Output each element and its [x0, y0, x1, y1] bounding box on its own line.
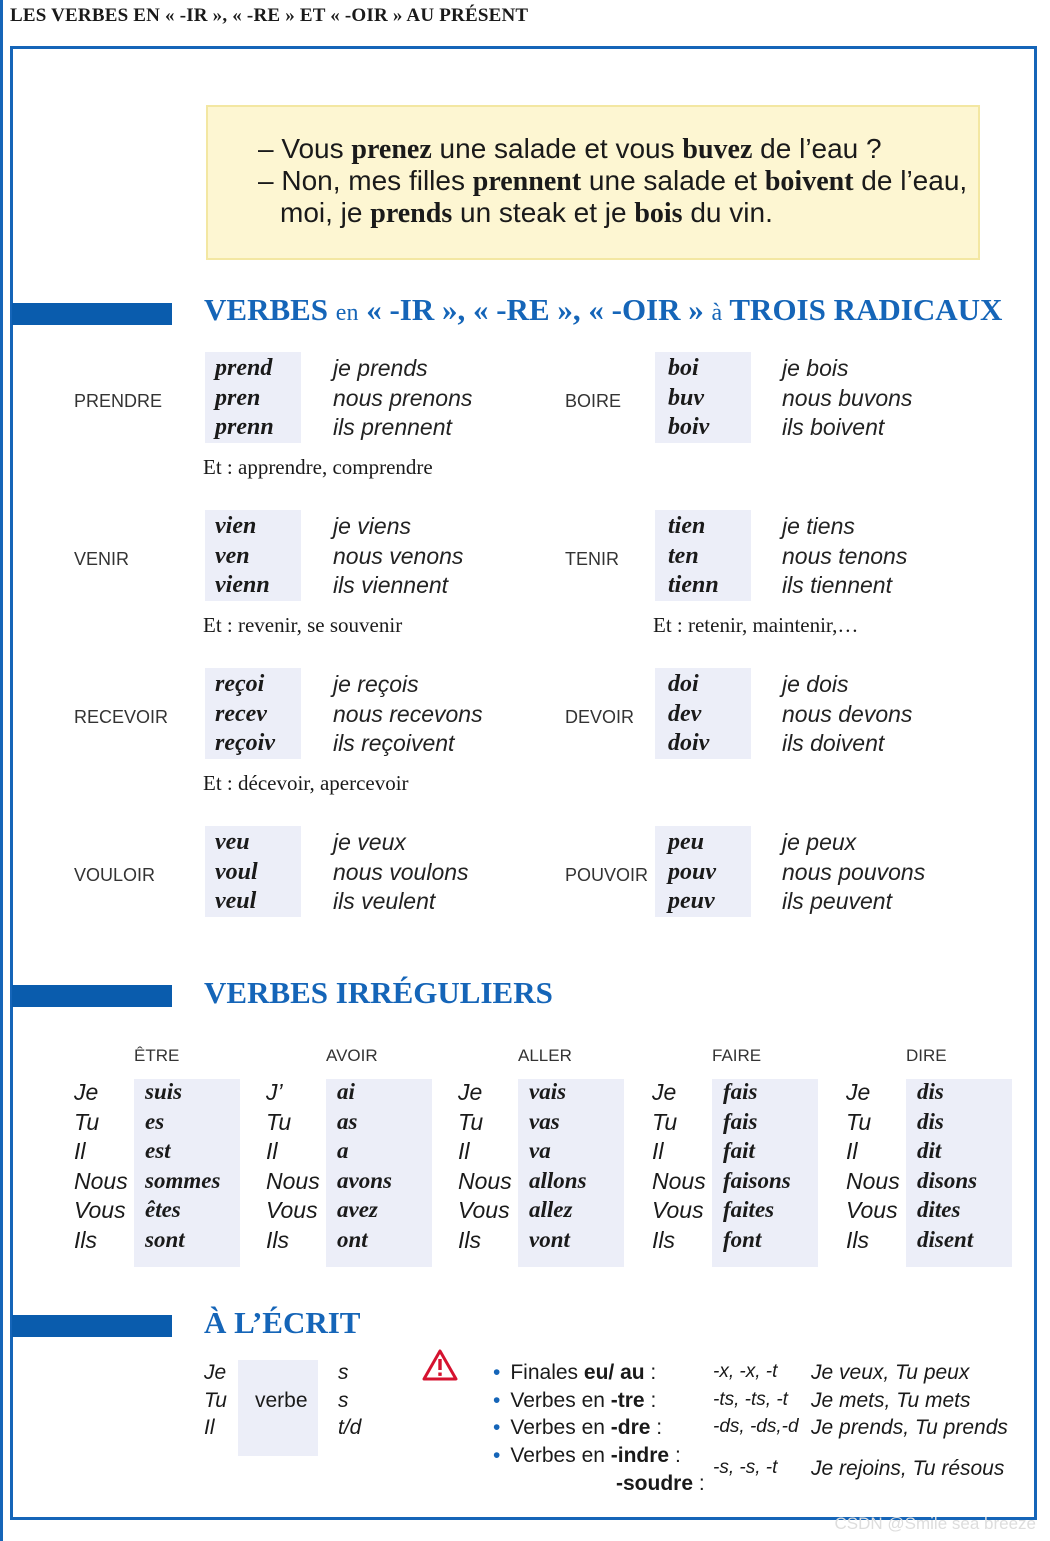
verb-form: je peux — [782, 829, 857, 855]
irregular-form: fais — [723, 1079, 758, 1104]
rule-suffix: : — [650, 1416, 663, 1439]
verb-radical: veu — [215, 829, 250, 855]
watermark: CSDN @Smile sea breeze — [834, 1514, 1036, 1533]
subject-pronoun: Tu — [266, 1108, 292, 1135]
subject-pronoun: Tu — [652, 1108, 678, 1135]
dialogue-verb: buvez — [682, 134, 753, 165]
bullet-icon: • — [493, 1444, 501, 1467]
rule-prefix: Verbes en — [510, 1416, 611, 1439]
subject-pronoun: Je — [846, 1079, 871, 1105]
subject-pronoun: Vous — [846, 1197, 898, 1224]
related-verbs-note: Et : revenir, se souvenir — [203, 613, 403, 637]
verb-radical: pren — [215, 384, 261, 411]
dialogue-verb: prenez — [351, 134, 432, 165]
verb-form: nous tenons — [782, 542, 908, 569]
verb-form: nous venons — [333, 542, 464, 569]
verb-radical: ten — [668, 542, 699, 569]
verb-radical: recev — [215, 700, 267, 727]
dialogue-text: moi, je — [280, 197, 371, 228]
irregular-form: ont — [337, 1227, 368, 1252]
irregular-form: a — [337, 1138, 349, 1164]
dialogue-text: – Non, mes filles — [258, 165, 473, 196]
subject-pronoun: Ils — [266, 1227, 289, 1253]
related-verbs-note: Et : décevoir, apercevoir — [203, 771, 409, 795]
rule-prefix: Finales — [510, 1361, 584, 1384]
verb-form: ils reçoivent — [333, 730, 455, 756]
writing-pronoun: Il — [204, 1416, 215, 1439]
verb-radical: doi — [668, 671, 699, 697]
irregular-form: vont — [529, 1227, 570, 1252]
verb-radical: ven — [215, 542, 250, 569]
subject-pronoun: Il — [652, 1138, 664, 1165]
dialogue-text: une salade et — [581, 165, 765, 196]
irregular-form: est — [145, 1138, 171, 1164]
bullet-icon: • — [493, 1389, 501, 1412]
rule-item — [493, 1444, 681, 1468]
irregular-form: va — [529, 1138, 551, 1164]
subject-pronoun: Il — [458, 1138, 470, 1165]
page-title: LES VERBES EN « -IR », « -RE » ET « -OIR » AU PRÉSENT — [10, 5, 529, 26]
verb-radical: boiv — [668, 414, 710, 440]
verb-radical: vien — [215, 513, 257, 539]
rule-item — [493, 1389, 656, 1413]
dialogue-verb: prends — [370, 198, 453, 229]
verb-form: nous recevons — [333, 700, 483, 727]
section-bar-trois-radicaux — [12, 303, 172, 325]
subject-pronoun: Je — [458, 1079, 483, 1105]
bullet-icon: • — [493, 1361, 501, 1384]
verb-form: nous buvons — [782, 384, 913, 411]
writing-ending: t/d — [338, 1416, 362, 1439]
dialogue-box — [206, 105, 980, 260]
irregular-form: vas — [529, 1108, 560, 1134]
verb-form: je dois — [782, 671, 849, 697]
irregular-form: avons — [337, 1167, 392, 1193]
writing-ending: s — [338, 1361, 349, 1384]
subject-pronoun: Vous — [266, 1197, 318, 1224]
subject-pronoun: Nous — [458, 1167, 512, 1194]
verb-form: ils doivent — [782, 730, 885, 756]
irregular-form: disent — [917, 1227, 974, 1252]
writing-pronoun: Tu — [204, 1389, 227, 1412]
verb-form: je veux — [333, 829, 406, 855]
verb-form: je tiens — [782, 513, 855, 539]
verb-radical: doiv — [668, 730, 710, 756]
verb-form: ils tiennent — [782, 572, 892, 598]
irregular-form: fais — [723, 1108, 758, 1134]
irregular-form: ai — [337, 1079, 355, 1104]
subject-pronoun: Tu — [74, 1108, 100, 1135]
dialogue-verb: bois — [634, 198, 683, 229]
verb-form: nous pouvons — [782, 858, 926, 885]
verb-radical: reçoi — [215, 671, 265, 697]
irregular-form: faites — [723, 1197, 775, 1223]
rule-bold: -soudre — [616, 1472, 694, 1495]
verb-radical: prend — [215, 355, 273, 381]
dialogue-verb: prennent — [472, 166, 582, 197]
rule-suffix: : — [693, 1472, 705, 1495]
verb-radical: tienn — [668, 572, 719, 598]
subject-pronoun: Ils — [74, 1227, 97, 1253]
irregular-form: font — [723, 1227, 762, 1252]
verb-form: nous devons — [782, 700, 913, 727]
subject-pronoun: Je — [74, 1079, 99, 1105]
left-border-rule — [0, 0, 3, 1541]
verb-form: je reçois — [333, 671, 419, 697]
verb-infinitive: POUVOIR — [565, 865, 649, 885]
irregular-verb-name: FAIRE — [712, 1046, 762, 1065]
subject-pronoun: J’ — [266, 1079, 283, 1105]
rule-example: Je mets, Tu mets — [811, 1389, 971, 1412]
irregular-form: es — [145, 1108, 165, 1134]
rule-prefix: Verbes en — [510, 1389, 611, 1412]
subject-pronoun: Il — [846, 1138, 858, 1165]
verb-form: nous prenons — [333, 384, 473, 411]
verb-form: je prends — [333, 355, 428, 381]
irregular-form: avez — [337, 1197, 378, 1223]
verb-radical: reçoiv — [215, 730, 275, 756]
subject-pronoun: Ils — [652, 1227, 675, 1253]
subject-pronoun: Tu — [458, 1108, 484, 1135]
rule-item — [493, 1416, 662, 1440]
subject-pronoun: Nous — [74, 1167, 128, 1194]
dialogue-line-1 — [258, 133, 882, 166]
irregular-verb-name: DIRE — [906, 1046, 947, 1065]
irregular-form: faisons — [723, 1167, 791, 1193]
verb-form: ils viennent — [333, 572, 449, 598]
rule-bold: -dre — [610, 1416, 651, 1439]
rule-endings: -ts, -ts, -t — [713, 1389, 788, 1410]
verb-infinitive: VOULOIR — [74, 865, 156, 885]
section-title-trois-radicaux — [204, 292, 1002, 328]
related-verbs-note: Et : retenir, maintenir,… — [653, 613, 859, 637]
subject-pronoun: Nous — [266, 1167, 320, 1194]
irregular-form: vais — [529, 1079, 567, 1104]
subject-pronoun: Nous — [846, 1167, 900, 1194]
writing-ending: s — [338, 1389, 349, 1412]
verb-stem-label: verbe — [255, 1389, 308, 1412]
dialogue-text: de l’eau, — [853, 165, 968, 196]
bullet-icon: • — [493, 1416, 501, 1439]
rule-prefix: Verbes en — [510, 1444, 611, 1467]
irregular-form: suis — [145, 1079, 183, 1104]
verb-form: ils veulent — [333, 888, 436, 914]
rule-suffix: : — [644, 1361, 657, 1384]
verb-radical: peu — [668, 829, 704, 855]
verb-infinitive: DEVOIR — [565, 707, 635, 727]
subject-pronoun: Vous — [458, 1197, 510, 1224]
dialogue-line-3 — [280, 197, 773, 230]
section-title-ecrit: À L’ÉCRIT — [204, 1305, 361, 1340]
subject-pronoun: Ils — [846, 1227, 869, 1253]
warning-triangle-icon — [422, 1348, 458, 1382]
irregular-form: sont — [145, 1227, 185, 1252]
section-title-irreguliers: VERBES IRRÉGULIERS — [204, 975, 553, 1010]
subject-pronoun: Vous — [74, 1197, 126, 1224]
irregular-form: dis — [917, 1108, 944, 1134]
section-bar-irreguliers — [12, 985, 172, 1007]
rule-bold: -tre — [610, 1389, 645, 1412]
subject-pronoun: Tu — [846, 1108, 872, 1135]
dialogue-text: un steak et je — [452, 197, 635, 228]
dialogue-text: de l’eau ? — [752, 133, 882, 164]
verb-radical: pouv — [668, 858, 716, 885]
subject-pronoun: Vous — [652, 1197, 704, 1224]
irregular-form: êtes — [145, 1197, 181, 1223]
irregular-form: dis — [917, 1079, 944, 1104]
rule-endings: -s, -s, -t — [713, 1457, 778, 1478]
verb-infinitive: BOIRE — [565, 391, 622, 411]
verb-radical: buv — [668, 384, 704, 411]
rule-endings: -x, -x, -t — [713, 1361, 778, 1382]
irregular-form: disons — [917, 1167, 978, 1193]
subject-pronoun: Il — [266, 1138, 278, 1165]
irregular-form: fait — [723, 1138, 755, 1164]
section-title-word: « -IR », « -RE », « -OIR » — [366, 292, 704, 327]
dialogue-text: une salade et vous — [431, 133, 683, 164]
verb-radical: veul — [215, 888, 257, 914]
writing-pronoun: Je — [204, 1361, 227, 1384]
rule-bold: eu/ au — [583, 1361, 645, 1384]
section-bar-ecrit — [12, 1315, 172, 1337]
rule-endings: -ds, -ds,-d — [713, 1416, 799, 1437]
subject-pronoun: Il — [74, 1138, 86, 1165]
verb-form: ils boivent — [782, 414, 885, 440]
verb-form: je viens — [333, 513, 411, 539]
subject-pronoun: Ils — [458, 1227, 481, 1253]
irregular-form: as — [337, 1108, 358, 1134]
irregular-verb-name: AVOIR — [326, 1046, 378, 1065]
irregular-verb-name: ÊTRE — [134, 1046, 180, 1065]
verb-infinitive: RECEVOIR — [74, 707, 169, 727]
rule-example: Je veux, Tu peux — [811, 1361, 970, 1384]
irregular-form: dites — [917, 1197, 961, 1223]
rule-suffix: : — [644, 1389, 657, 1412]
rule-suffix: : — [669, 1444, 681, 1467]
verb-infinitive: TENIR — [565, 549, 619, 569]
irregular-form: dit — [917, 1138, 942, 1164]
verb-form: je bois — [782, 355, 849, 381]
dialogue-text: – Vous — [258, 133, 352, 164]
verb-radical: boi — [668, 355, 699, 381]
irregular-form: allons — [529, 1167, 587, 1193]
related-verbs-note: Et : apprendre, comprendre — [203, 455, 433, 479]
verb-radical: voul — [215, 858, 258, 885]
rule-bold: -indre — [610, 1444, 670, 1467]
dialogue-text: du vin. — [682, 197, 773, 228]
irregular-form: sommes — [145, 1167, 221, 1193]
subject-pronoun: Je — [652, 1079, 677, 1105]
section-title-word: à — [711, 300, 723, 326]
verb-infinitive: PRENDRE — [74, 391, 163, 411]
verb-infinitive: VENIR — [74, 549, 130, 569]
rule-example: Je prends, Tu prends — [811, 1416, 1008, 1439]
subject-pronoun: Nous — [652, 1167, 706, 1194]
verb-radical: dev — [668, 700, 702, 727]
dialogue-line-2 — [258, 165, 967, 198]
section-title-word: VERBES — [204, 292, 329, 327]
rule-item — [493, 1361, 656, 1385]
rule-example: Je rejoins, Tu résous — [811, 1457, 1005, 1480]
content-frame — [10, 46, 1037, 1520]
verb-radical: prenn — [215, 414, 274, 440]
verb-radical: peuv — [668, 888, 715, 914]
verb-form: ils peuvent — [782, 888, 892, 914]
section-title-word: TROIS RADICAUX — [729, 292, 1003, 327]
section-title-word: en — [335, 300, 359, 326]
irregular-verb-name: ALLER — [518, 1046, 572, 1065]
verb-radical: vienn — [215, 572, 270, 598]
dialogue-verb: boivent — [764, 166, 854, 197]
rule-extra-soudre — [616, 1472, 705, 1496]
irregular-form: allez — [529, 1197, 573, 1223]
verb-form: ils prennent — [333, 414, 452, 440]
verb-form: nous voulons — [333, 858, 469, 885]
verb-radical: tien — [668, 513, 706, 539]
